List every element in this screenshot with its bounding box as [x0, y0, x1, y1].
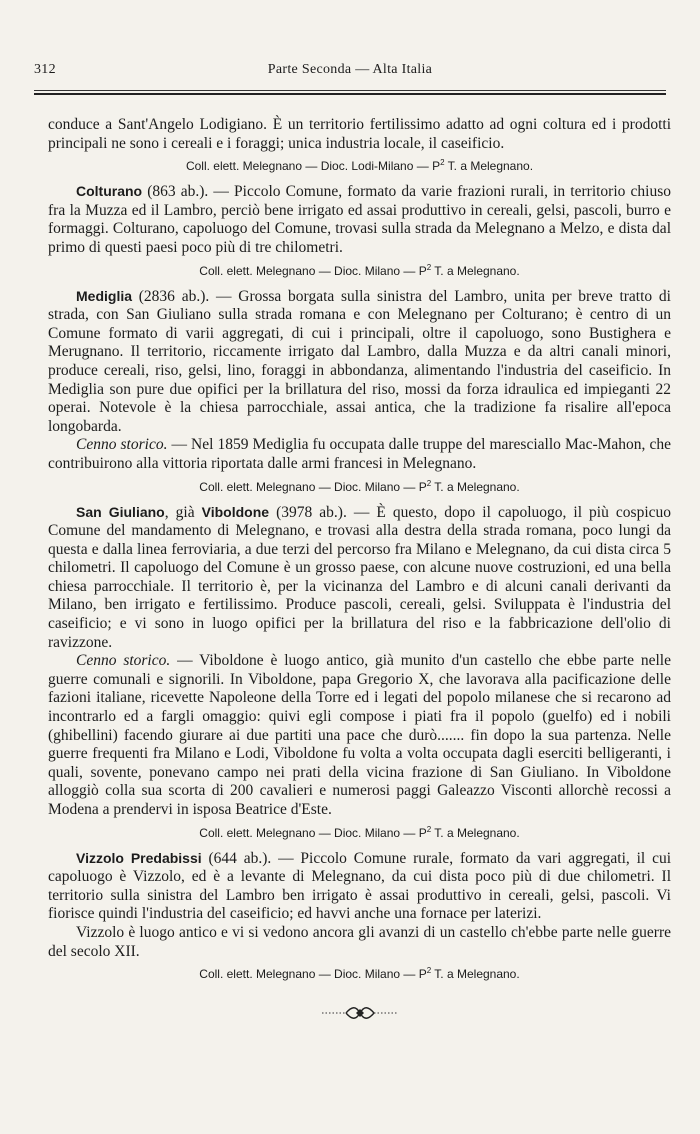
collegio-line: Coll. elett. Melegnano — Dioc. Milano — $P^2$ T. a Melegnano.	[199, 966, 520, 982]
vizzolo-history: Vizzolo è luogo antico e vi si vedono ancora gli avanzi di un castello ch'ebbe parte nelle guerre del secolo XII.	[48, 923, 671, 960]
entry-heading: San Giuliano	[76, 503, 165, 520]
running-title: Parte Seconda — Alta Italia	[267, 62, 433, 77]
entry-mediglia: Mediglia (2836 ab.). — Grossa borgata sulla sinistra del Lambro, unita per breve tratto di strada, con San Giuliano sulla strada romana e con Melegnano per Colturano; è centro di un Comune formato di varii aggregati, di cui i principali, oltre il capoluogo, sono Bustighera e Merugnano. Il territorio, riccamente irrigato dal Lambro, dalla Muzza e da altri canali minori, produce cereali, riso, gelsi, lino, foraggi in abbondanza, alimentando l'industria del caseificio. In Mediglia son pure due opifici per la brillatura del riso, mossi da forza idraulica ed impieganti 22 operai. Notevole è la chiesa parrocchiale, assai antica, che la tradizione fa risalire all'epoca longobarda.	[48, 287, 671, 435]
entry-heading-alt: Viboldone	[201, 503, 270, 520]
collegio-line: Coll. elett. Melegnano — Dioc. Lodi-Milano — $P^2$ T. a Melegnano.	[185, 158, 534, 174]
entry-heading: Colturano	[76, 183, 143, 200]
tailpiece-ornament-icon	[48, 1004, 671, 1028]
collegio-line: Coll. elett. Melegnano — Dioc. Milano — $P^2$ T. a Melegnano.	[199, 478, 520, 494]
running-header	[34, 62, 666, 84]
continuation-paragraph: conduce a Sant'Angelo Lodigiano. È un territorio fertilissimo adatto ad ogni coltura ed i prodotti principali ne sono i cereali e i foraggi; unica industria locale, il caseificio.	[48, 116, 671, 152]
cenno-storico-viboldone: Cenno storico. — Viboldone è luogo antico, già munito d'un castello che ebbe parte nelle guerre comunali e signorili. In Viboldone, papa Gregorio X, che lavorava alla pacificazione delle fazioni italiane, ricevette Napoleone della Torre ed i legati del popolo milanese che si recarono ad incontrarlo ed a fargli omaggio: quivi egli compose i piati fra il popolo (guelfo) ed i nobili (ghibellini) facendo giurare ai due partiti una pace che durò....... fin dopo la sua partenza. Nelle guerre frequenti fra Milano e Lodi, Viboldone fu volta a volta occupata dagli eserciti belligeranti, i quali, sovente, ponevano campo nei prati della vicina frazione di San Giuliano. In Viboldone alloggiò colla sua scorta di 200 cavalieri e numerosi paggi Galeazzo Visconti allorchè recossi a Modena a prendervi in isposa Beatrice d'Este.	[48, 652, 671, 818]
page-number: 312	[34, 62, 56, 77]
entry-heading: Mediglia	[76, 287, 133, 304]
collegio-line: Coll. elett. Melegnano — Dioc. Milano — $P^2$ T. a Melegnano.	[199, 824, 520, 840]
collegio-line: Coll. elett. Melegnano — Dioc. Milano — $P^2$ T. a Melegnano.	[199, 262, 520, 278]
entry-colturano: Colturano (863 ab.). — Piccolo Comune, formato da varie frazioni rurali, in territorio chiuso fra la Muzza ed il Lambro, perciò bene irrigato ed assai produttivo in cereali, gelsi, pascoli, burro e formaggi. Colturano, capoluogo del Comune, trovasi sulla strada da Melegnano a Melzo, e dista dal primo di questi paesi poco più di tre chilometri.	[48, 183, 671, 256]
header-rule-thick	[34, 93, 666, 95]
entry-san-giuliano: San Giuliano, già Viboldone (3978 ab.). — È questo, dopo il capoluogo, il più cospicuo Comune del mandamento di Melegnano, e trovasi alla destra della strada romana, poco lungi da questa e dalla linea ferroviaria, a due terzi del percorso fra Milano e Melegnano, da cui dista circa 5 chilometri. Il capoluogo del Comune è un grosso paese, con alcune nuove costruzioni, ed una bella chiesa parrocchiale. Il territorio è, per la vicinanza del Lambro e di alcuni canali derivanti da Milano, ben irrigato e fertilissimo. Produce pascoli, cereali, gelsi. Sviluppata è l'industria del caseificio; e vi sono in luogo opifici per la brillatura del riso e la fabbricazione dell'olio di ravizzone.	[48, 503, 671, 651]
page-body	[48, 116, 671, 1028]
header-rule	[34, 90, 666, 91]
cenno-storico-mediglia: Cenno storico. — Nel 1859 Mediglia fu occupata dalle truppe del maresciallo Mac-Mahon, che contribuirono alla vittoria riportata dalle armi francesi in Melegnano.	[48, 436, 671, 472]
entry-vizzolo-predabissi: Vizzolo Predabissi (644 ab.). — Piccolo Comune rurale, formato da vari aggregati, il cui capoluogo è Vizzolo, ed è a levante di Melegnano, da cui dista poco più di due chilometri. Il territorio sulla sinistra del Lambro ben irrigato è assai produttivo in cereali, gelsi, pascoli. Vi fiorisce quindi l'industria del caseificio; ed havvi anche una fornace per laterizi.	[48, 849, 671, 923]
entry-heading: Vizzolo Predabissi	[76, 849, 202, 866]
